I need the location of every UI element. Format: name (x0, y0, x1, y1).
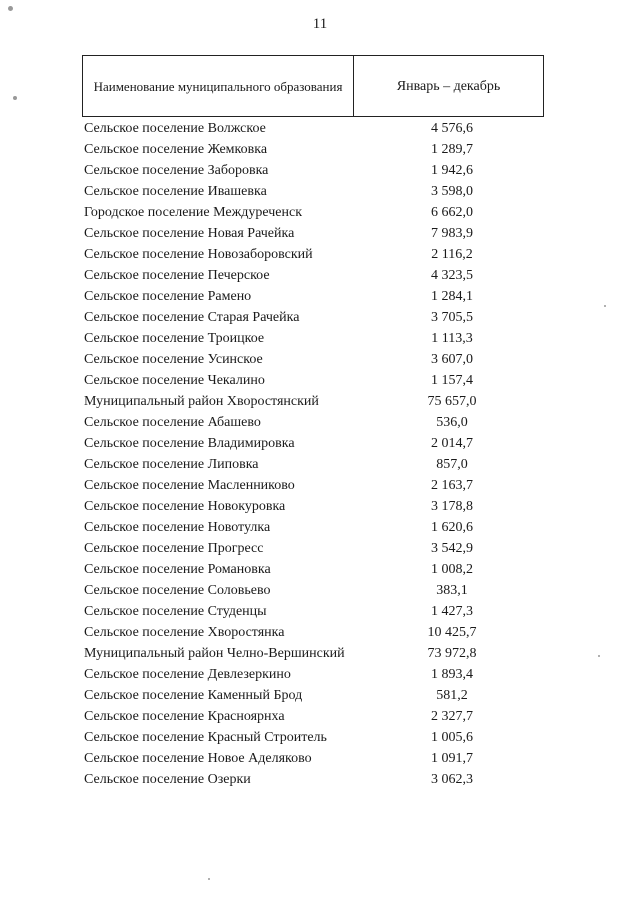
table-row (84, 162, 544, 183)
header-period: Январь – декабрь (396, 78, 501, 94)
municipality-value: 4 576,6 (431, 121, 473, 136)
table-row (84, 141, 544, 162)
table-row (84, 414, 544, 435)
municipality-name: Сельское поселение Усинское (84, 352, 263, 367)
table-row (84, 372, 544, 393)
municipality-value: 1 289,7 (431, 142, 473, 157)
municipality-name: Сельское поселение Новозаборовский (84, 247, 313, 262)
table-row (84, 708, 544, 729)
municipality-name: Сельское поселение Новокуровка (84, 499, 286, 514)
municipality-name: Сельское поселение Новотулка (84, 520, 271, 535)
municipality-name: Сельское поселение Девлезеркино (84, 667, 291, 682)
table-row (84, 456, 544, 477)
table-row (84, 246, 544, 267)
municipality-value: 1 284,1 (431, 289, 473, 304)
table-row (84, 750, 544, 771)
table-row (84, 330, 544, 351)
scan-speck (598, 655, 600, 657)
municipality-name: Сельское поселение Ивашевка (84, 184, 267, 199)
municipality-name: Сельское поселение Старая Рачейка (84, 310, 300, 325)
municipality-name: Сельское поселение Новое Аделяково (84, 751, 312, 766)
municipality-name: Сельское поселение Студенцы (84, 604, 267, 619)
header-municipality-name: Наименование муниципального образования (83, 56, 354, 116)
table-row (84, 561, 544, 582)
municipality-value: 1 427,3 (431, 604, 473, 619)
municipality-name: Сельское поселение Липовка (84, 457, 259, 472)
municipality-value: 581,2 (436, 688, 468, 703)
municipality-value: 73 972,8 (427, 646, 477, 661)
municipality-name: Сельское поселение Каменный Брод (84, 688, 303, 703)
municipality-value: 1 942,6 (431, 163, 473, 178)
table-row (84, 120, 544, 141)
table-row (84, 477, 544, 498)
municipality-value: 6 662,0 (431, 205, 473, 220)
municipality-value: 2 327,7 (431, 709, 473, 724)
table-row (84, 309, 544, 330)
table-row (84, 435, 544, 456)
table-header (82, 55, 544, 117)
municipality-name: Сельское поселение Абашево (84, 415, 261, 430)
municipality-value: 3 062,3 (431, 772, 473, 787)
table-row (84, 729, 544, 750)
municipality-name: Городское поселение Междуреченск (84, 205, 303, 220)
scan-speck (208, 878, 210, 880)
table-body (84, 120, 544, 792)
municipality-name: Сельское поселение Печерское (84, 268, 270, 283)
scan-speck (13, 96, 17, 100)
municipality-value: 857,0 (436, 457, 468, 472)
municipality-value: 3 598,0 (431, 184, 473, 199)
table-row (84, 540, 544, 561)
municipality-value: 1 005,6 (431, 730, 473, 745)
municipality-value: 1 157,4 (431, 373, 473, 388)
page-number: 11 (312, 16, 328, 32)
municipality-name: Сельское поселение Озерки (84, 772, 251, 787)
municipality-value: 3 542,9 (431, 541, 473, 556)
municipality-name: Сельское поселение Жемковка (84, 142, 268, 157)
municipality-name: Сельское поселение Волжское (84, 121, 266, 136)
municipality-value: 1 008,2 (431, 562, 473, 577)
table-row (84, 351, 544, 372)
municipality-value: 3 607,0 (431, 352, 473, 367)
municipality-value: 2 014,7 (431, 436, 473, 451)
municipality-name: Муниципальный район Хворостянский (84, 394, 319, 409)
municipality-value: 2 116,2 (431, 247, 473, 262)
municipality-name: Сельское поселение Красноярнха (84, 709, 285, 724)
municipality-value: 75 657,0 (427, 394, 477, 409)
table-row (84, 267, 544, 288)
municipality-value: 3 705,5 (431, 310, 473, 325)
table-row (84, 603, 544, 624)
table-row (84, 393, 544, 414)
table-row (84, 519, 544, 540)
municipality-value: 1 113,3 (431, 331, 473, 346)
municipality-name: Муниципальный район Челно-Вершинский (84, 646, 345, 661)
municipality-value: 1 091,7 (431, 751, 473, 766)
municipality-value: 1 620,6 (431, 520, 473, 535)
municipality-value: 2 163,7 (431, 478, 473, 493)
municipality-value: 3 178,8 (431, 499, 473, 514)
municipality-name: Сельское поселение Владимировка (84, 436, 295, 451)
municipality-value: 7 983,9 (431, 226, 473, 241)
municipality-name: Сельское поселение Новая Рачейка (84, 226, 295, 241)
municipality-name: Сельское поселение Красный Строитель (84, 730, 327, 745)
municipality-name: Сельское поселение Заборовка (84, 163, 269, 178)
table-row (84, 582, 544, 603)
municipality-name: Сельское поселение Чекалино (84, 373, 265, 388)
table-row (84, 624, 544, 645)
municipality-name: Сельское поселение Соловьево (84, 583, 271, 598)
municipality-name: Сельское поселение Масленниково (84, 478, 295, 493)
table-row (84, 288, 544, 309)
table-row (84, 666, 544, 687)
municipality-value: 4 323,5 (431, 268, 473, 283)
municipality-name: Сельское поселение Прогресс (84, 541, 264, 556)
municipality-value: 383,1 (436, 583, 468, 598)
municipality-value: 536,0 (436, 415, 468, 430)
municipality-name: Сельское поселение Хворостянка (84, 625, 285, 640)
table-row (84, 687, 544, 708)
table-row (84, 771, 544, 792)
municipality-value: 1 893,4 (431, 667, 473, 682)
municipality-value: 10 425,7 (427, 625, 477, 640)
table-row (84, 183, 544, 204)
municipality-name: Сельское поселение Рамено (84, 289, 252, 304)
table-row (84, 498, 544, 519)
table-row (84, 204, 544, 225)
scan-speck (604, 305, 606, 307)
scan-speck (8, 6, 13, 11)
table-row (84, 645, 544, 666)
municipality-name: Сельское поселение Троицкое (84, 331, 265, 346)
table-row (84, 225, 544, 246)
municipality-name: Сельское поселение Романовка (84, 562, 271, 577)
